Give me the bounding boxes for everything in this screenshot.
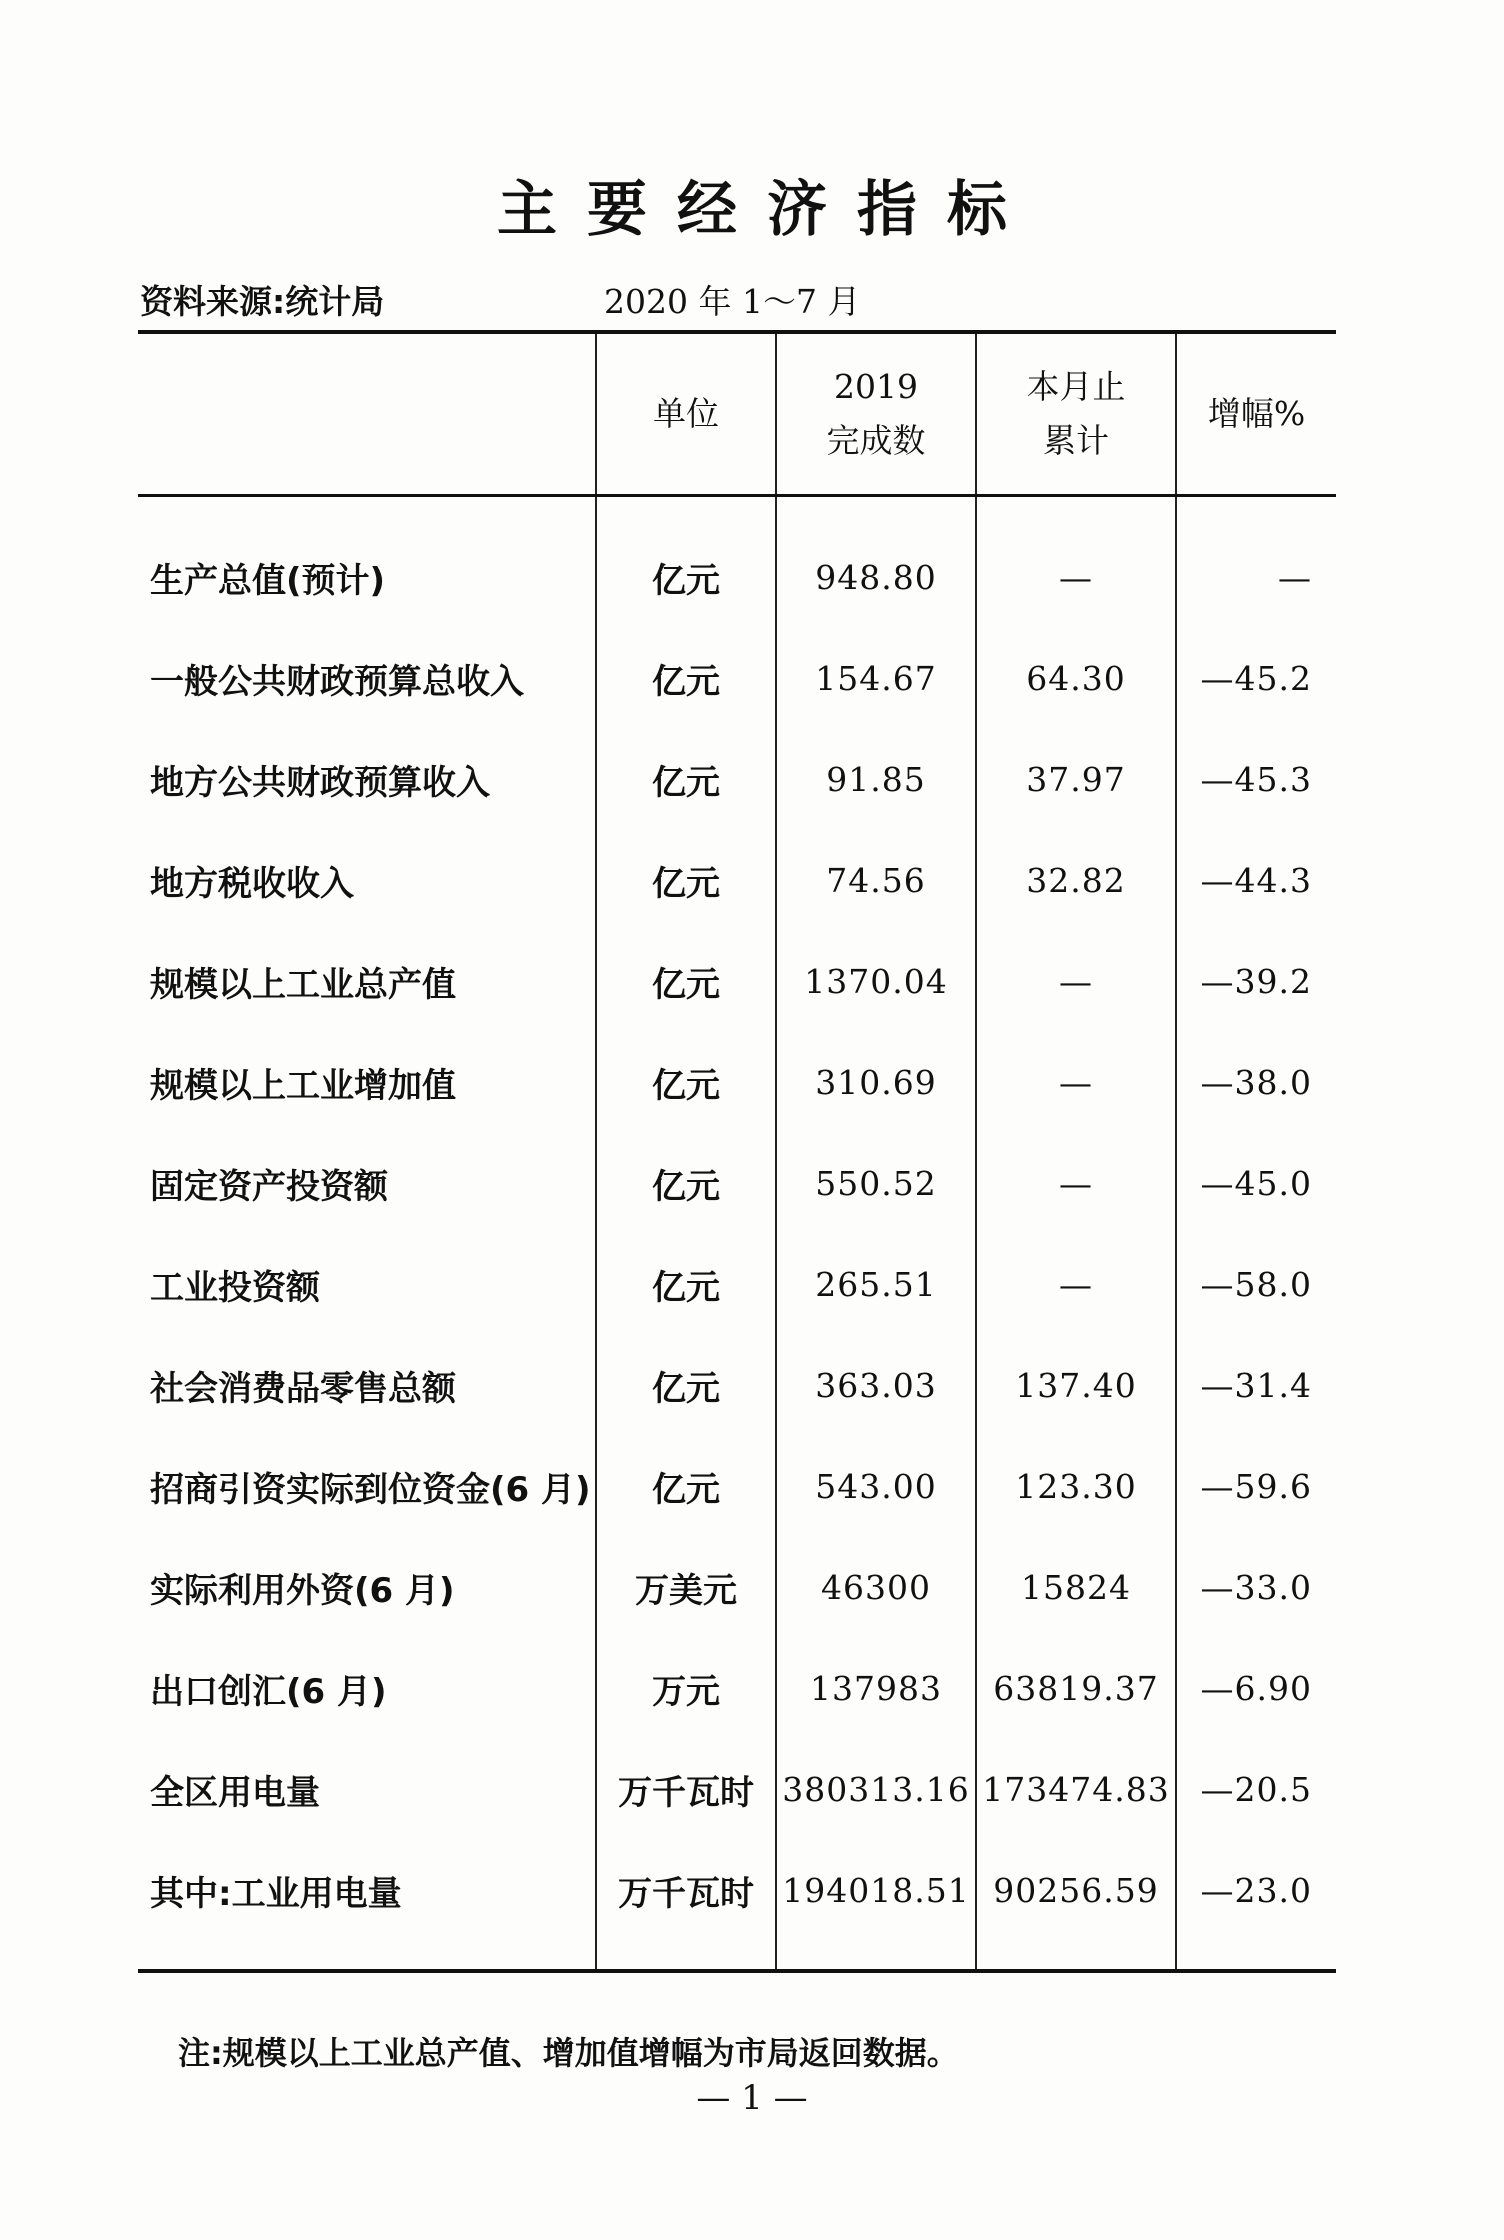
indicator-unit: 亿元 <box>596 1335 776 1436</box>
indicator-unit: 亿元 <box>596 1234 776 1335</box>
value-growth: —38.0 <box>1176 1032 1336 1133</box>
value-cumulative: 15824 <box>976 1537 1176 1638</box>
header-unit <box>596 332 776 495</box>
data-source: 资料来源:统计局 <box>140 282 385 321</box>
indicator-unit: 亿元 <box>596 628 776 729</box>
value-cumulative: — <box>976 527 1176 628</box>
table-header-row <box>138 332 1336 495</box>
indicator-name: 工业投资额 <box>150 1267 320 1308</box>
value-growth: —23.0 <box>1176 1840 1336 1941</box>
value-cumulative: 63819.37 <box>976 1638 1176 1739</box>
indicator-name: 出口创汇(6 月) <box>150 1671 387 1712</box>
table-row <box>138 1436 1336 1537</box>
value-growth: —58.0 <box>1176 1234 1336 1335</box>
table-row <box>138 1032 1336 1133</box>
value-growth: —45.2 <box>1176 628 1336 729</box>
table-row <box>138 1234 1336 1335</box>
value-2019: 543.00 <box>776 1436 976 1537</box>
indicator-unit: 万千瓦时 <box>596 1840 776 1941</box>
value-2019: 137983 <box>776 1638 976 1739</box>
table-footer-rule <box>138 1941 1336 1971</box>
value-cumulative: — <box>976 931 1176 1032</box>
header-indicator <box>138 332 596 495</box>
indicator-name: 社会消费品零售总额 <box>150 1368 456 1409</box>
indicator-name: 地方税收收入 <box>150 863 354 904</box>
table-body <box>138 495 1336 1941</box>
header-growth-label: 增幅% <box>1207 393 1306 433</box>
value-growth: —20.5 <box>1176 1739 1336 1840</box>
table-row <box>138 931 1336 1032</box>
value-2019: 310.69 <box>776 1032 976 1133</box>
value-growth: —45.3 <box>1176 729 1336 830</box>
value-growth: —31.4 <box>1176 1335 1336 1436</box>
value-2019: 91.85 <box>776 729 976 830</box>
header-cumulative <box>976 332 1176 495</box>
table-row <box>138 1638 1336 1739</box>
table-row <box>138 628 1336 729</box>
indicator-name: 规模以上工业增加值 <box>150 1065 456 1106</box>
value-growth: —44.3 <box>1176 830 1336 931</box>
value-2019: 380313.16 <box>776 1739 976 1840</box>
page-title: 主要经济指标 <box>497 175 1037 245</box>
table-row <box>138 830 1336 931</box>
value-2019: 154.67 <box>776 628 976 729</box>
value-growth: —59.6 <box>1176 1436 1336 1537</box>
value-growth: — <box>1176 527 1336 628</box>
value-cumulative: 137.40 <box>976 1335 1176 1436</box>
indicator-name: 实际利用外资(6 月) <box>150 1570 455 1611</box>
indicator-unit: 亿元 <box>596 1032 776 1133</box>
table-row <box>138 1840 1336 1941</box>
table-row <box>138 1739 1336 1840</box>
value-cumulative: 32.82 <box>976 830 1176 931</box>
value-cumulative: 37.97 <box>976 729 1176 830</box>
reporting-period: 2020 年 1～7 月 <box>604 282 861 321</box>
header-2019-completed <box>776 332 976 495</box>
value-growth: —6.90 <box>1176 1638 1336 1739</box>
indicator-unit: 亿元 <box>596 830 776 931</box>
indicator-unit: 亿元 <box>596 931 776 1032</box>
indicator-unit: 万元 <box>596 1638 776 1739</box>
table-row <box>138 1537 1336 1638</box>
value-growth: —45.0 <box>1176 1133 1336 1234</box>
indicator-name: 招商引资实际到位资金(6 月) <box>150 1469 591 1510</box>
indicator-unit: 万千瓦时 <box>596 1739 776 1840</box>
table-row <box>138 527 1336 628</box>
value-cumulative: 64.30 <box>976 628 1176 729</box>
value-growth: —33.0 <box>1176 1537 1336 1638</box>
footnote: 注:规模以上工业总产值、增加值增幅为市局返回数据。 <box>178 2034 959 2072</box>
value-cumulative: 90256.59 <box>976 1840 1176 1941</box>
indicator-unit: 亿元 <box>596 729 776 830</box>
indicator-name: 规模以上工业总产值 <box>150 964 456 1005</box>
indicator-unit: 万美元 <box>596 1537 776 1638</box>
table-row <box>138 1335 1336 1436</box>
value-cumulative: — <box>976 1133 1176 1234</box>
table-row <box>138 729 1336 830</box>
indicator-name: 一般公共财政预算总收入 <box>150 661 524 702</box>
header-cumulative-line1: 本月止 <box>1026 366 1126 406</box>
indicator-name: 全区用电量 <box>150 1772 320 1813</box>
indicator-name: 地方公共财政预算收入 <box>150 762 490 803</box>
value-2019: 948.80 <box>776 527 976 628</box>
table-row <box>138 1133 1336 1234</box>
value-cumulative: — <box>976 1234 1176 1335</box>
value-2019: 194018.51 <box>776 1840 976 1941</box>
value-2019: 265.51 <box>776 1234 976 1335</box>
indicator-name: 生产总值(预计) <box>150 560 386 601</box>
value-2019: 363.03 <box>776 1335 976 1436</box>
table-spacer-top <box>138 495 1336 527</box>
indicators-table-container <box>138 330 1336 1973</box>
value-2019: 46300 <box>776 1537 976 1638</box>
indicator-name: 其中:工业用电量 <box>150 1873 402 1914</box>
value-cumulative: 173474.83 <box>976 1739 1176 1840</box>
page-number: — 1 — <box>696 2078 808 2118</box>
value-2019: 74.56 <box>776 830 976 931</box>
value-2019: 1370.04 <box>776 931 976 1032</box>
value-cumulative: — <box>976 1032 1176 1133</box>
indicator-name: 固定资产投资额 <box>150 1166 388 1207</box>
value-growth: —39.2 <box>1176 931 1336 1032</box>
header-cumulative-line2: 累计 <box>1043 420 1109 460</box>
indicator-unit: 亿元 <box>596 1133 776 1234</box>
header-2019-year: 2019 <box>834 366 918 406</box>
indicator-unit: 亿元 <box>596 1436 776 1537</box>
value-cumulative: 123.30 <box>976 1436 1176 1537</box>
header-2019-label: 完成数 <box>826 420 926 460</box>
indicator-unit: 亿元 <box>596 527 776 628</box>
value-2019: 550.52 <box>776 1133 976 1234</box>
header-unit-label: 单位 <box>653 393 719 433</box>
header-growth <box>1176 332 1336 495</box>
indicators-table <box>138 330 1336 1973</box>
